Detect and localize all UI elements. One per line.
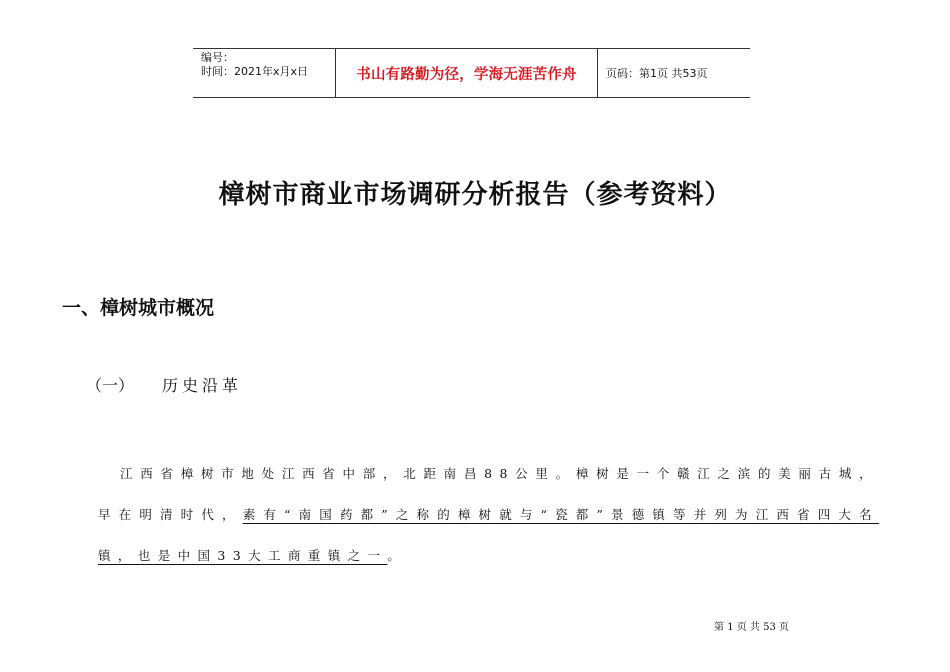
body-paragraph <box>98 453 879 576</box>
number-label: 编号： <box>201 51 234 64</box>
header-motto-cell <box>336 49 598 97</box>
header-page-cell <box>598 49 750 97</box>
page-footer: 第 1 页 共 53 页 <box>714 622 789 633</box>
document-title: 樟树市商业市场调研分析报告（参考资料） <box>218 180 732 210</box>
motto-text: 书山有路勤为径，学海无涯苦作舟 <box>356 66 577 83</box>
subsection-title: 历史沿革 <box>162 376 243 395</box>
section-heading: 一、樟树城市概况 <box>62 297 215 319</box>
underlined-text: 素有“南国药都”之称的樟树就与“瓷都”景德镇等并列为江西省四大名镇，也是中国33大工商重镇之一 <box>98 507 879 563</box>
subsection-heading <box>86 373 242 396</box>
time-label: 时间：2021年x月x日 <box>201 65 309 78</box>
header-meta-cell <box>193 49 336 97</box>
paragraph-end: 。 <box>387 548 408 563</box>
subsection-number: （一） <box>86 376 135 395</box>
page-label: 页码：第1页 共53页 <box>606 67 708 80</box>
page-header-table <box>193 48 750 98</box>
paragraph-text: 江西省樟树市地处江西省中部，北距南昌88公里。樟树是一个赣江之滨的美丽古城，早在明清时代， <box>98 466 879 522</box>
